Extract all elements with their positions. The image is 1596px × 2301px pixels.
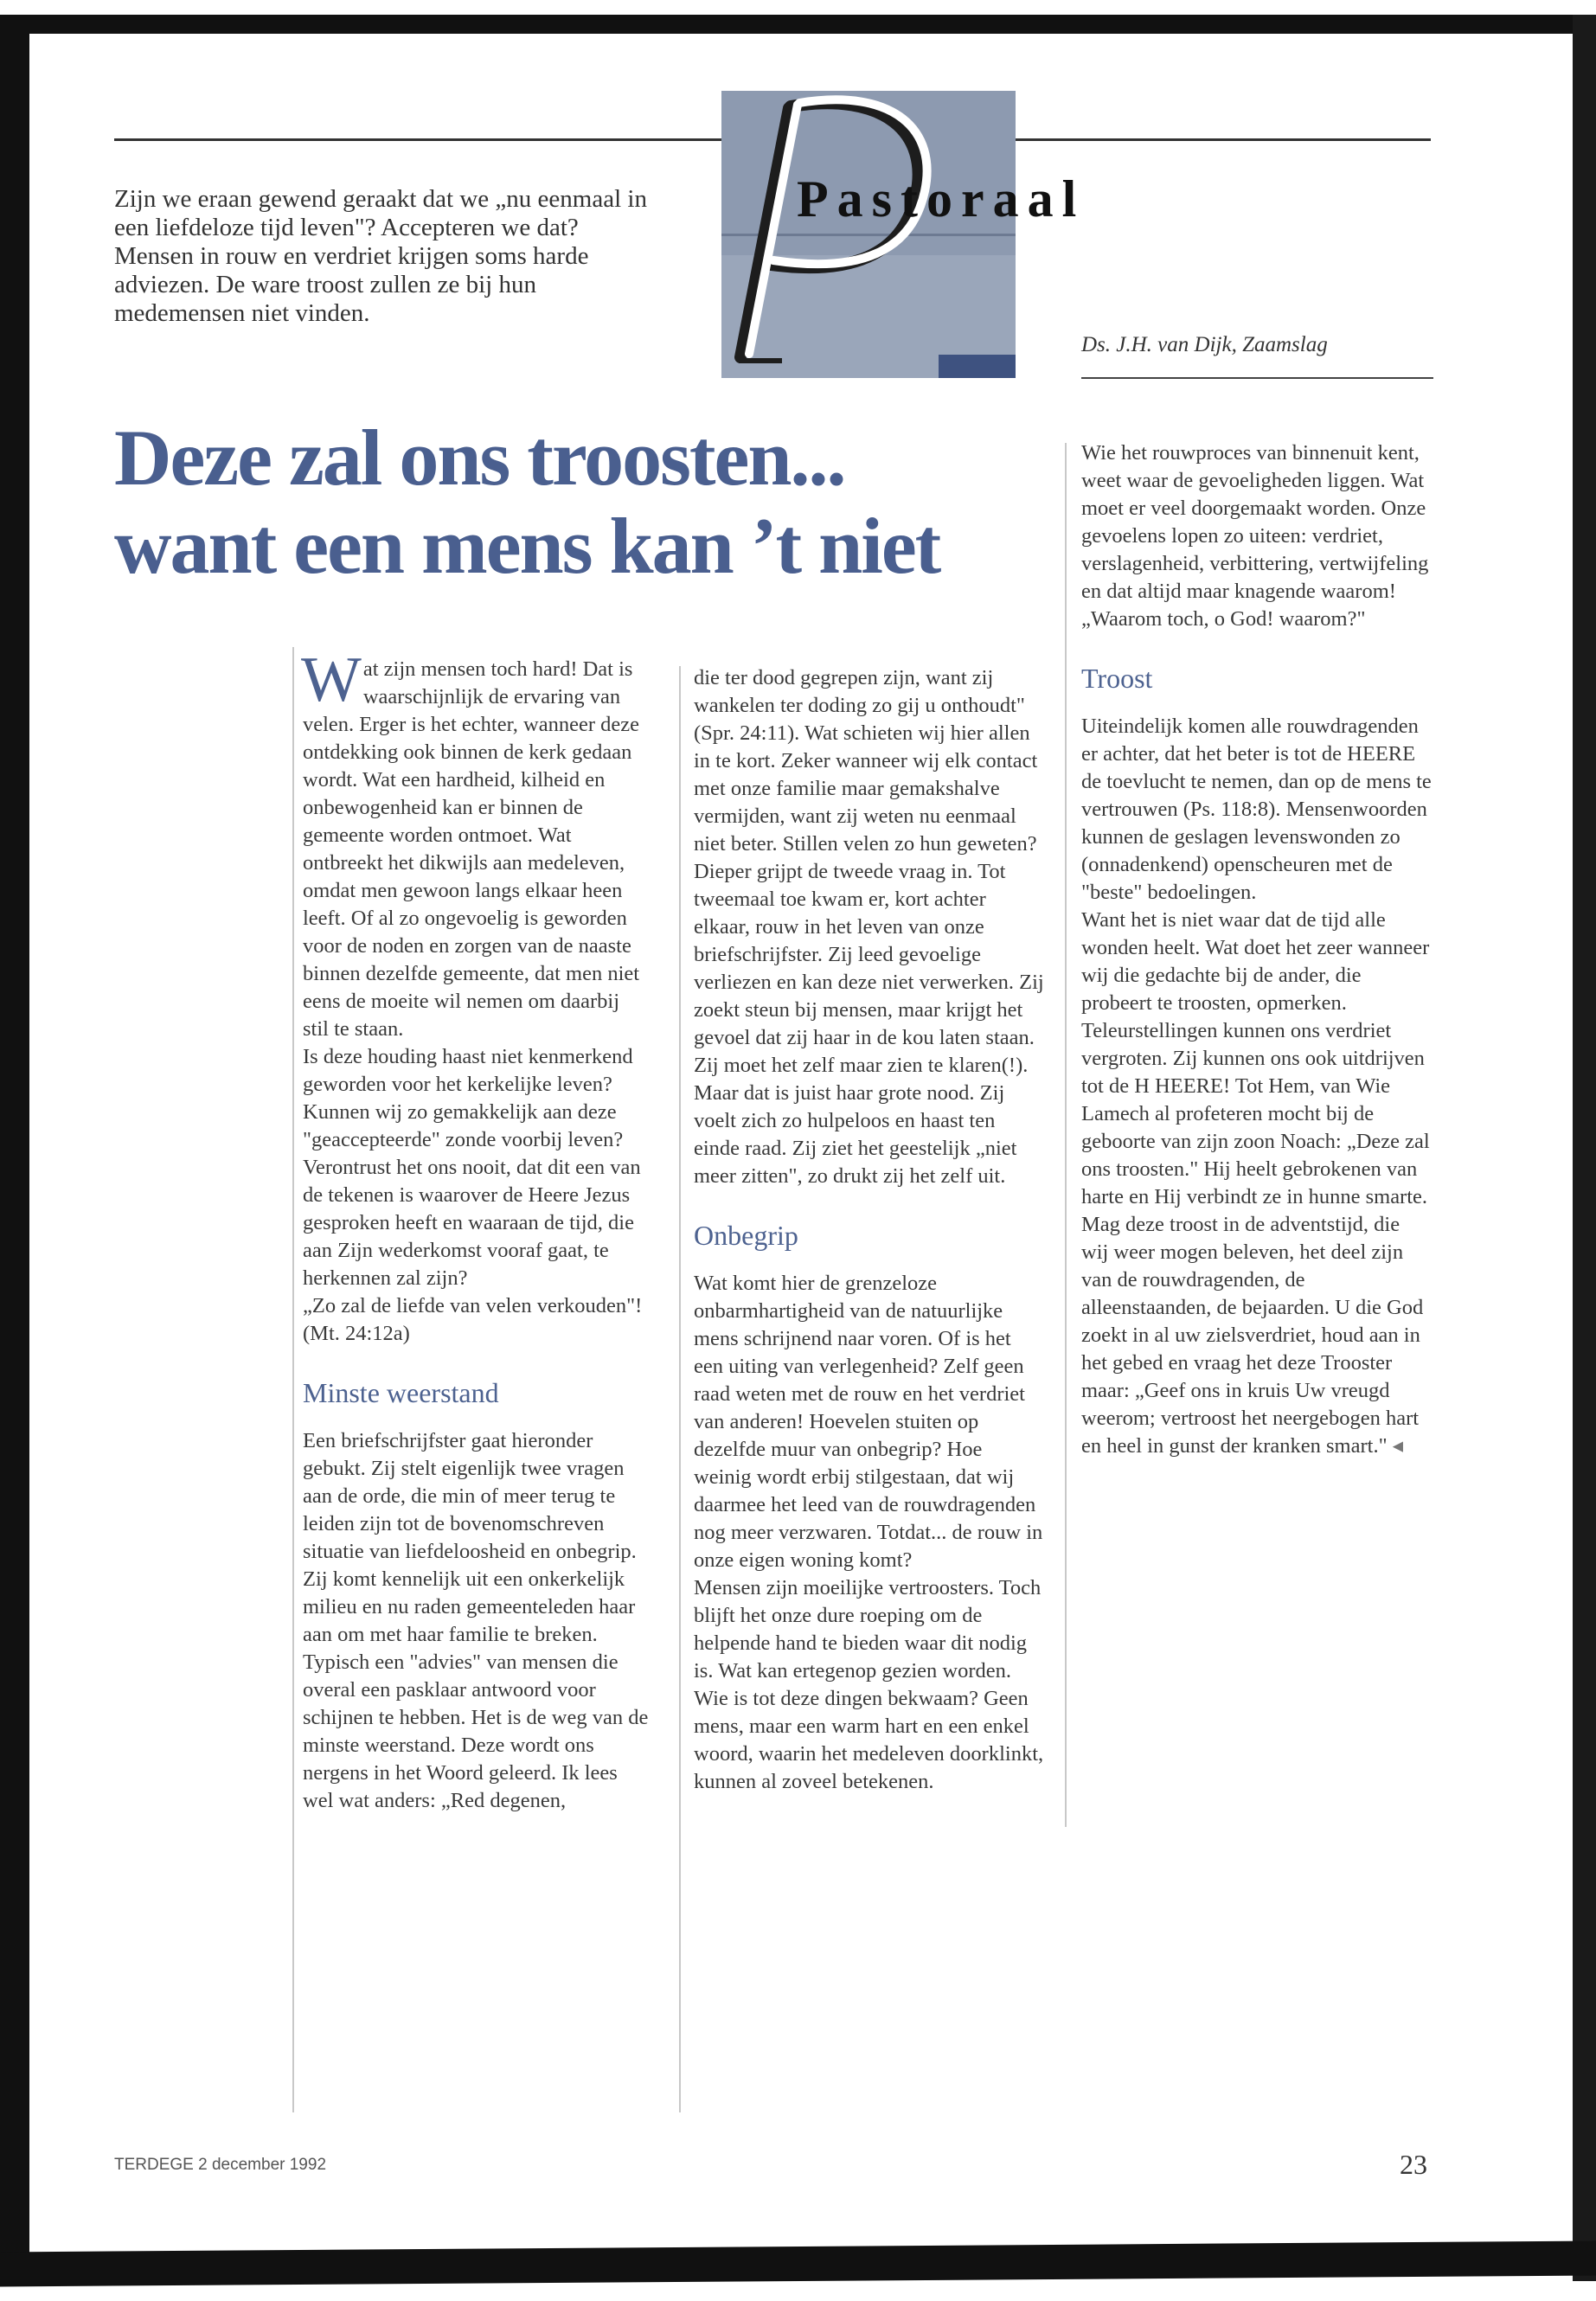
paragraph (1081, 1211, 1432, 1460)
paragraph-text: Mag deze troost in de adventstijd, die wij weer mogen beleven, het deel zijn van de rouwdragenden, de alleenstaanden, de bejaarden. U die God zoekt in al uw zielsverdriet, houd aan in het gebed en vraag het deze Trooster maar: „Geef ons in kruis Uw vreugd weerom; vertroost het neergebogen hart en heel in gunst der kranken smart." (1081, 1213, 1424, 1458)
subheading-troost: Troost (1081, 663, 1153, 694)
paragraph: Teleurstellingen kunnen ons verdriet vergroten. Zij kunnen ons ook uitdrijven tot de H HEERE! Tot Hem, van Wie Lamech al profeteren mocht bij de geboorte van zijn zoon Noach: „Deze zal ons troosten." Hij heelt gebrokenen van harte en Hij verbindt ze in hunne smarte. (1081, 1019, 1430, 1208)
column-1 (301, 644, 649, 1815)
top-rule-right (1016, 138, 1431, 141)
subheading-onbegrip: Onbegrip (694, 1220, 798, 1251)
paragraph: Zij komt kennelijk uit een onkerkelijk milieu en nu raden gemeenteleden haar aan om met haar familie te breken. Typisch een "advies" van mensen die overal een pasklaar antwoord voor schijnen te hebben. Het is de weg van de minste weerstand. Deze wordt ons nergens in het Woord geleerd. Ik lees wel wat anders: „Red degenen, (303, 1567, 649, 1812)
paragraph: Wat komt hier de grenzeloze onbarmhartigheid van de natuurlijke mens schrijnend naar voren. Of is het een uiting van verlegenheid? Zelf geen raad weten met de rouw en het verdriet van anderen! Hoevelen stuiten op dezelfde muur van onbegrip? Hoe weinig wordt erbij stilgestaan, dat wij daarmee het leed van de rouwdragenden nog meer verzwaren. Totdat... de rouw in onze eigen woning komt? (694, 1272, 1043, 1572)
paragraph-text: at zijn mensen toch hard! Dat is waarschijnlijk de ervaring van velen. Erger is het echter, wanneer deze ontdekking ook binnen de kerk gedaan wordt. Wat een hardheid, kilheid en onbewogenheid kan er binnen de gemeente worden ontmoet. Wat ontbreekt het dikwijls aan medeleven, omdat men gewoon langs elkaar heen leeft. Of al zo ongevoelig is geworden voor de noden en zorgen van de naaste binnen dezelfde gemeente, dat men niet eens de moeite wil nemen om daarbij stil te staan. (303, 657, 640, 1041)
headline-line-2: want een mens kan ’t niet (114, 502, 940, 590)
paragraph: Uiteindelijk komen alle rouwdragenden er achter, dat het beter is tot de HEERE de toevlucht te nemen, dan op de mens te vertrouwen (Ps. 118:8). Mensenwoorden kunnen de geslagen levenswonden zo (onnadenkend) openscheuren met de "beste" bedoelingen. (1081, 715, 1432, 904)
headline-line-1: Deze zal ons troosten... (114, 413, 845, 502)
intro-text: Zijn we eraan gewend geraakt dat we „nu eenmaal in een liefdeloze tijd leven"? Accepteren we dat? Mensen in rouw en verdriet krijgen soms harde adviezen. De ware troost zullen ze bij hun medemensen niet vinden. (114, 185, 647, 327)
paragraph: Wie het rouwproces van binnenuit kent, weet waar de gevoeligheden liggen. Wat moet er veel doorgemaakt worden. Onze gevoelens lopen zo uiteen: verdriet, verslagenheid, verbittering, vertwijfeling en dat altijd maar knagende waarom! „Waarom toch, o God! waarom?" (1081, 441, 1429, 631)
end-mark-icon: ◂ (1392, 1434, 1404, 1458)
publication-footer: TERDEGE 2 december 1992 (114, 2156, 327, 2174)
top-rule-left (114, 138, 721, 141)
subheading-minste-weerstand: Minste weerstand (303, 1377, 499, 1408)
section-title: Pastoraal (797, 170, 1086, 228)
column-3 (1081, 439, 1432, 1460)
drop-cap: W (301, 644, 362, 715)
column-2 (694, 664, 1044, 1796)
paragraph: Mensen zijn moeilijke vertroosters. Toch blijft het onze dure roeping om de helpende hand te bieden waar dit nodig is. Wat kan ertegenop gezien worden. Wie is tot deze dingen bekwaam? Geen mens, maar een warm hart en een enkel woord, waarin het medeleven doorklinkt, kunnen al zoveel betekenen. (694, 1576, 1044, 1793)
paragraph: Is deze houding haast niet kenmerkend geworden voor het kerkelijke leven? Kunnen wij zo gemakkelijk aan deze "geaccepteerde" zonde voorbij leven? Verontrust het ons nooit, dat dit een van de tekenen is waarover de Heere Jezus gesproken heeft en waaraan de tijd, die aan Zijn wederkomst vooraf gaat, te herkennen zal zijn? (303, 1045, 641, 1290)
paragraph: Want het is niet waar dat de tijd alle wonden heelt. Wat doet het zeer wanneer wij die gedachte bij de ander, die probeert te troosten, opmerken. (1081, 908, 1430, 1015)
scan-border-top (0, 15, 1596, 34)
column-rule-3 (1065, 443, 1067, 1827)
paragraph: Een briefschrijfster gaat hieronder gebukt. Zij stelt eigenlijk twee vragen aan de orde, die min of meer terug te leiden zijn tot de bovenomschreven situatie van liefdeloosheid en onbegrip. (303, 1429, 637, 1563)
byline-rule (1081, 377, 1433, 379)
paragraph: die ter dood gegrepen zijn, want zij wankelen ter doding zo gij u onthoudt" (Spr. 24:11). Wat schieten wij hier allen in te kort. Zeker wanneer wij elk contact met onze familie maar gemakshalve vermijden, want zij weten nu eenmaal niet beter. Stillen velen zo hun geweten? Dieper grijpt de tweede vraag in. Tot tweemaal toe kwam er, kort achter elkaar, rouw in het leven van onze briefschrijfster. Zij leed gevoelige verliezen en kan deze niet verwerken. Zij zoekt steun bij mensen, maar krijgt het gevoel dat zij haar in de kou laten staan. Zij moet het zelf maar zien te klaren(!). Maar dat is juist haar grote nood. Zij voelt zich zo hulpeloos en haast ten einde raad. Zij ziet het geestelijk „niet meer zitten", zo drukt zij het zelf uit. (694, 666, 1044, 1188)
column-rule-1 (292, 647, 294, 2112)
scan-border-bottom (0, 2241, 1596, 2287)
headline (114, 413, 1040, 590)
paragraph (301, 644, 649, 1043)
scan-border-right (1573, 15, 1596, 2281)
column-rule-2 (679, 666, 681, 2112)
page-number: 23 (1400, 2149, 1427, 2180)
byline: Ds. J.H. van Dijk, Zaamslag (1081, 333, 1328, 356)
logo-letter-p-graphic (721, 82, 1016, 381)
scan-border-left (0, 15, 29, 2281)
paragraph: „Zo zal de liefde van velen verkouden"! (Mt. 24:12a) (303, 1294, 643, 1345)
logo-p-shadow (740, 103, 919, 357)
